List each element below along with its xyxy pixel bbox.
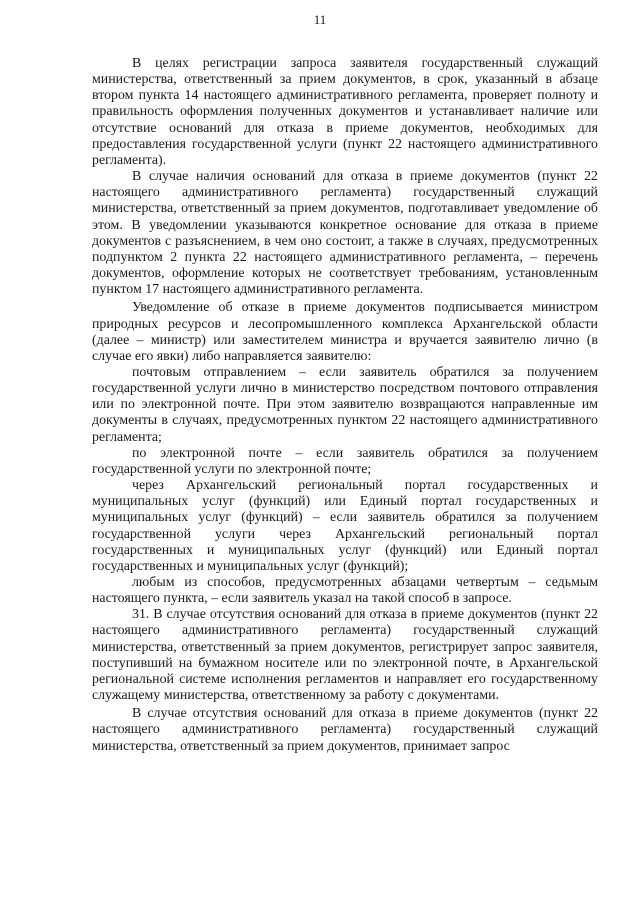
page-number: 11: [313, 12, 327, 27]
paragraph: 31. В случае отсутствия оснований для отказа в приеме документов (пункт 22 настоящего административного регламента) государственный служащий министерства, ответственный за прием документов, регистрирует запрос заявителя, поступивший на бумажном носителе или по электронной почте, в Архангельской региональной системе исполнения регламентов и направляет его государственному служащему министерства, ответственному за работу с документами.: [92, 607, 598, 704]
paragraph: по электронной почте – если заявитель обратился за получением государственной услуги по электронной почте;: [92, 445, 598, 477]
paragraph: почтовым отправлением – если заявитель обратился за получением государственной услуги лично в министерство посредством почтового отправления или по электронной почте. При этом заявителю возвращаются направленные им документы в случаях, предусмотренных пунктом 22 настоящего административного регламента;: [92, 364, 598, 445]
paragraph: В целях регистрации запроса заявителя государственный служащий министерства, ответственный за прием документов, в срок, указанный в абзаце втором пункта 14 настоящего административного регламента, проверяет полноту и правильность оформления полученных документов и устанавливает наличие или отсутствие оснований для отказа в приеме документов, необходимых для предоставления государственной услуги (пункт 22 настоящего административного регламента).: [92, 56, 598, 168]
paragraph: любым из способов, предусмотренных абзацами четвертым – седьмым настоящего пункта, – если заявитель указал на такой способ в запросе.: [92, 575, 598, 607]
paragraph: через Архангельский региональный портал государственных и муниципальных услуг (функций) или Единый портал государственных и муниципальных услуг (функций) – если заявитель обратился за получением государственной услуги через Архангельский региональный портал государственных и муниципальных услуг (функций) или Единый портал государственных и муниципальных услуг (функций);: [92, 478, 598, 574]
document-body: [92, 56, 598, 755]
paragraph: В случае отсутствия оснований для отказа в приеме документов (пункт 22 настоящего административного регламента) государственный служащий министерства, ответственный за прием документов, принимает запрос: [92, 706, 598, 754]
paragraph: Уведомление об отказе в приеме документов подписывается министром природных ресурсов и лесопромышленного комплекса Архангельской области (далее – министр) или заместителем министра и вручается заявителю лично (в случае его явки) либо направляется заявителю:: [92, 300, 598, 364]
paragraph: В случае наличия оснований для отказа в приеме документов (пункт 22 настоящего административного регламента) государственный служащий министерства, ответственный за прием документов, подготавливает уведомление об этом. В уведомлении указываются конкретное основание для отказа в приеме документов с разъяснением, в чем оно состоит, а также в случаях, предусмотренных подпунктом 2 пункта 22 настоящего административного регламента, – перечень документов, оформление которых не соответствует требованиям, установленным пунктом 17 настоящего административного регламента.: [92, 169, 598, 298]
